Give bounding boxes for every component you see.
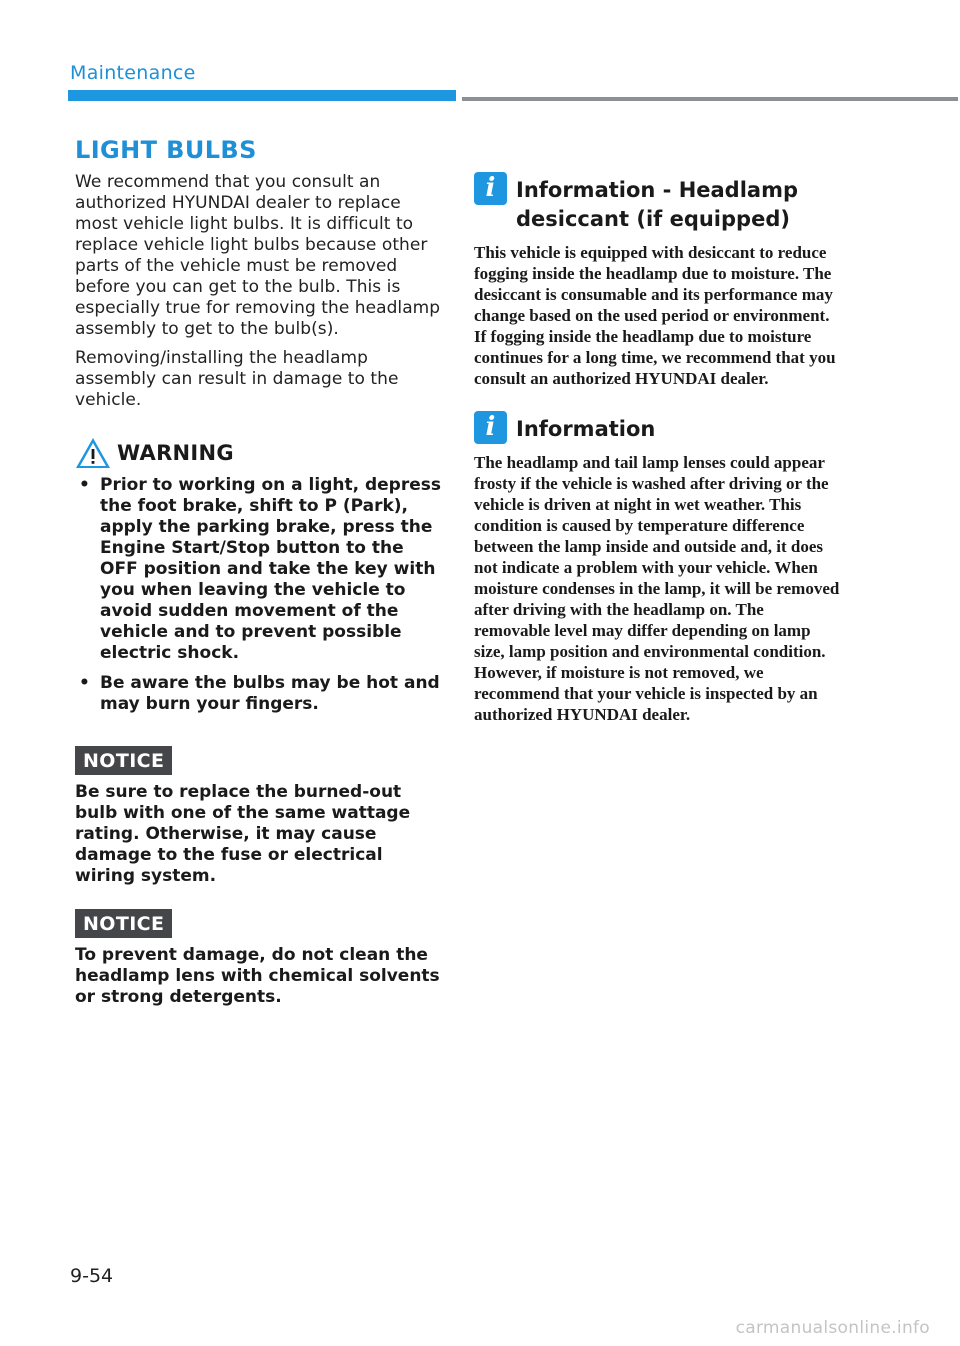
info-text: The headlamp and tail lamp lenses could appear frosty if the vehicle is washed after driving or the vehicle is driven at night in wet weather. This condition is caused by temperature difference between the lamp inside and outside and, it does not indicate a problem with your vehicle. When moisture condenses in the lamp, it will be removed after driving with the headlamp on. The removable level may differ depending on lamp size, lamp position and environmental condition. However, if moisture is not removed, we recommend that your vehicle is inspected by an authorized HYUNDAI dealer. [474,453,840,724]
info-icon: i [474,172,507,205]
info-icon: i [474,411,507,444]
notice-badge: NOTICE [75,746,172,775]
intro-paragraph: Removing/installing the headlamp assembly can result in damage to the vehicle. [75,348,399,410]
header-rule [462,97,958,101]
watermark: carmanualsonline.info [735,1318,930,1338]
warning-item-text: Prior to working on a light, depress the foot brake, shift to P (Park), apply the parking brake, press the Engine Start/Stop button to the OFF position and take the key with you when leaving the vehicle to avoid sudden movement of the vehicle and to prevent possible electric shock. [100,475,442,663]
section-label: Maintenance [70,62,196,84]
info-title [516,415,655,444]
warning-item-text: Be aware the bulbs may be hot and may burn your fingers. [100,673,440,714]
info-text: This vehicle is equipped with desiccant to reduce fogging inside the headlamp due to moisture. The desiccant is consumable and its performance may change based on the used period or environment. If fogging inside the headlamp due to moisture continues for a long time, we recommend that you consult an authorized HYUNDAI dealer. [474,243,836,388]
info-title-line: Information - Headlamp [516,178,798,202]
left-column [75,136,445,1008]
notice-badge: NOTICE [75,909,172,938]
bullet-icon: • [79,475,90,495]
info-header [474,412,844,444]
page-title: LIGHT BULBS [75,136,257,164]
right-column [474,173,844,751]
info-header [474,173,844,234]
info-title [516,176,798,234]
intro-paragraph: We recommend that you consult an authorized HYUNDAI dealer to replace most vehicle light bulbs. It is difficult to replace vehicle light bulbs because other parts of the vehicle must be removed before you can get to the bulb. This is especially true for removing the headlamp assembly to get to the bulb(s). [75,172,441,339]
warning-title: WARNING [117,441,234,465]
header-accent-bar [68,90,456,101]
warning-header [75,437,445,469]
list-item [75,475,445,664]
notice-text: To prevent damage, do not clean the headlamp lens with chemical solvents or strong detergents. [75,945,440,1007]
warning-triangle-icon [75,437,111,469]
list-item [75,673,445,715]
warning-list [75,475,445,715]
info-title-line: Information [516,417,656,441]
page-number: 9-54 [70,1265,114,1287]
info-title-line: desiccant (if equipped) [516,207,790,231]
bullet-icon: • [79,673,90,693]
notice-text: Be sure to replace the burned-out bulb with one of the same wattage rating. Otherwise, it may cause damage to the fuse or electrical wiring system. [75,782,411,886]
